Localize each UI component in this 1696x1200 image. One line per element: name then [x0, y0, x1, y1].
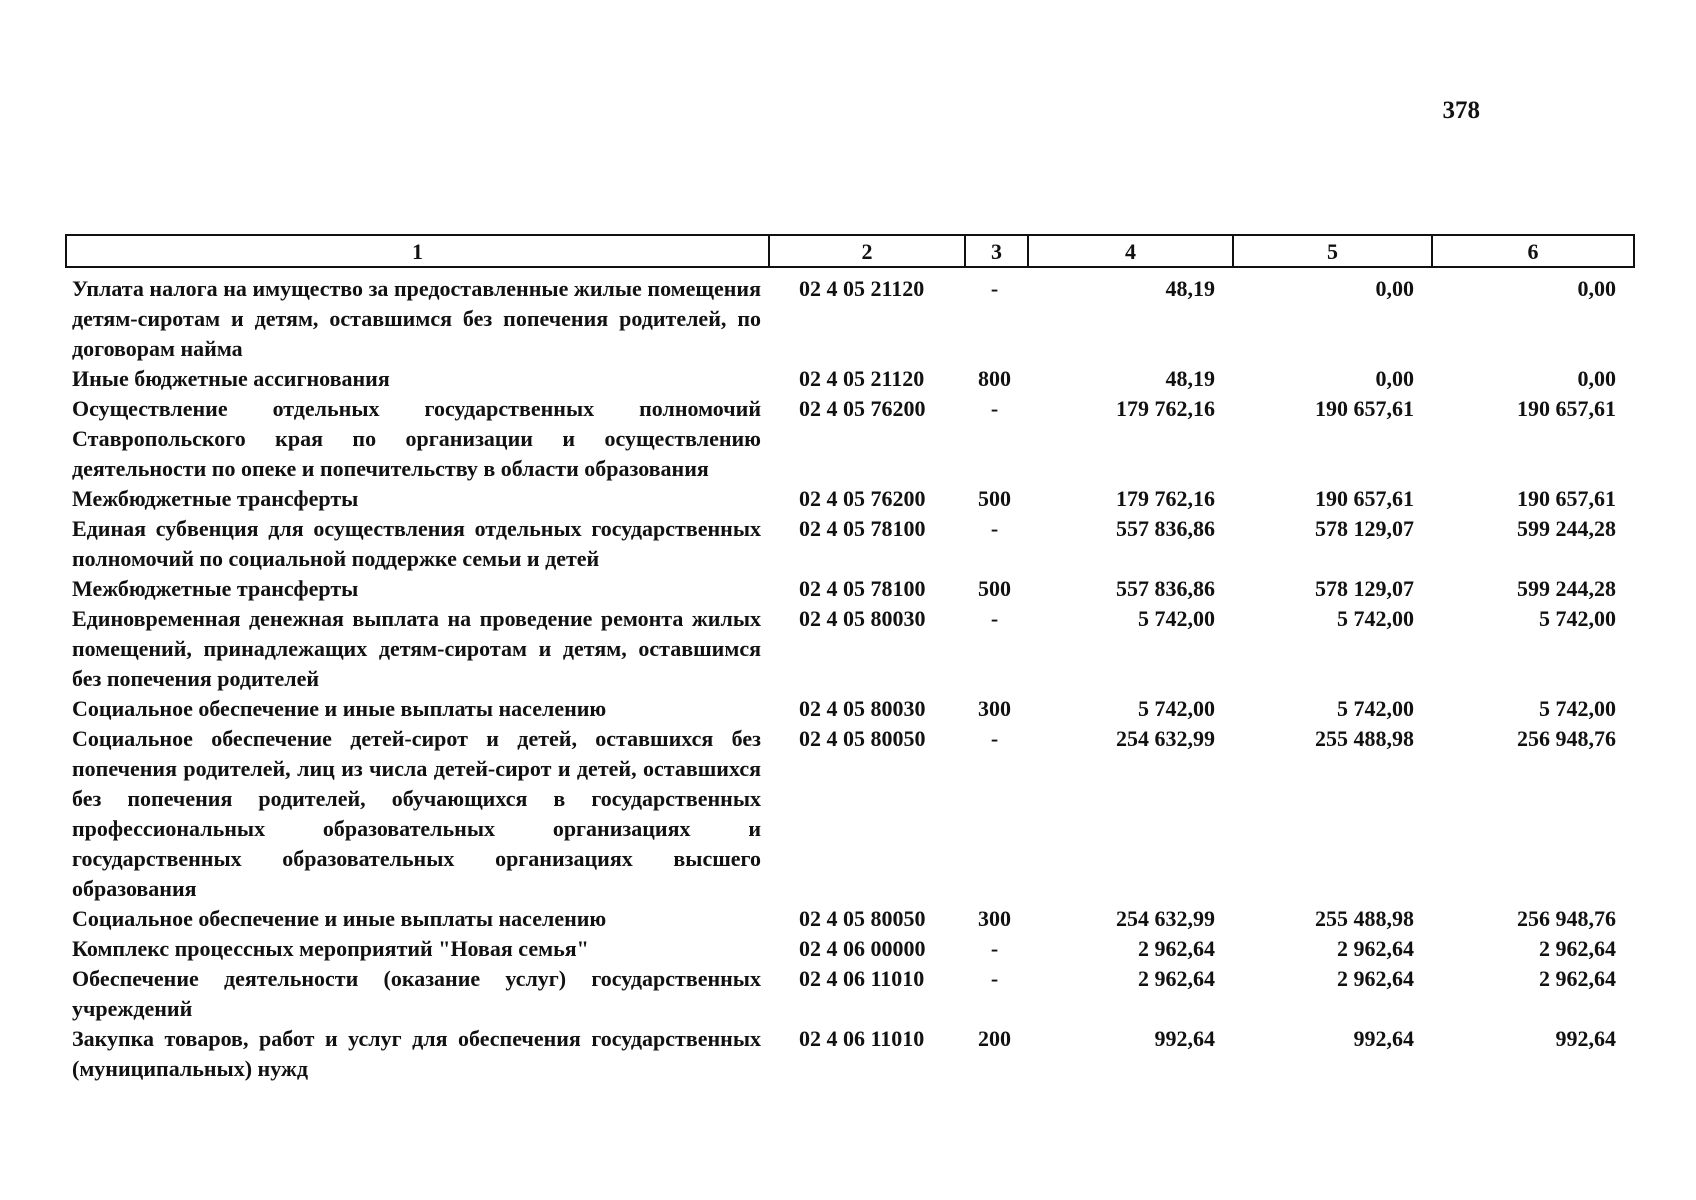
table-row — [66, 694, 1634, 724]
table-row — [66, 964, 1634, 1024]
row-code: 02 4 06 11010 — [799, 1026, 925, 1051]
row-name: Единая субвенция для осуществления отдельных государственных полномочий по социальной поддержке семьи и детей — [72, 516, 761, 571]
row-value-4: 2 962,64 — [1138, 966, 1215, 991]
column-header: 1 — [66, 235, 769, 267]
row-name: Единовременная денежная выплата на проведение ремонта жилых помещений, принадлежащих детям-сиротам и детям, оставшимся без попечения родителей — [72, 606, 761, 691]
row-name: Обеспечение деятельности (оказание услуг) государственных учреждений — [72, 966, 761, 1021]
row-value-6: 190 657,61 — [1517, 486, 1616, 511]
row-name: Социальное обеспечение детей-сирот и детей, оставшихся без попечения родителей, лиц из числа детей-сирот и детей, оставшихся без попечения родителей, обучающихся в государственных профессиональных образовательных организациях и государственных образовательных организациях высшего образования — [72, 726, 761, 901]
row-type: - — [990, 966, 999, 991]
table-row — [66, 604, 1634, 694]
row-value-4: 48,19 — [1165, 366, 1215, 391]
row-value-6: 5 742,00 — [1539, 606, 1616, 631]
row-type: 300 — [978, 906, 1011, 931]
row-value-6: 256 948,76 — [1517, 906, 1616, 931]
row-value-4: 254 632,99 — [1116, 726, 1215, 751]
row-value-4: 179 762,16 — [1116, 486, 1215, 511]
row-value-5: 255 488,98 — [1315, 906, 1414, 931]
row-value-5: 992,64 — [1353, 1026, 1414, 1051]
row-code: 02 4 05 80050 — [799, 906, 926, 931]
row-code: 02 4 05 21120 — [799, 366, 925, 391]
row-value-6: 190 657,61 — [1517, 396, 1616, 421]
column-header: 2 — [769, 235, 965, 267]
row-value-6: 2 962,64 — [1539, 966, 1616, 991]
row-value-4: 5 742,00 — [1138, 696, 1215, 721]
row-type: - — [990, 276, 999, 301]
row-value-4: 179 762,16 — [1116, 396, 1215, 421]
row-value-6: 599 244,28 — [1517, 516, 1616, 541]
table-row — [66, 394, 1634, 484]
row-value-4: 5 742,00 — [1138, 606, 1215, 631]
table-header — [66, 235, 1634, 267]
row-code: 02 4 06 00000 — [799, 936, 926, 961]
row-code: 02 4 05 21120 — [799, 276, 925, 301]
row-code: 02 4 05 76200 — [799, 396, 926, 421]
row-name: Закупка товаров, работ и услуг для обеспечения государственных (муниципальных) нужд — [72, 1026, 761, 1081]
row-name: Комплекс процессных мероприятий "Новая семья" — [72, 936, 589, 961]
table-row — [66, 1024, 1634, 1084]
table-row — [66, 574, 1634, 604]
row-value-6: 0,00 — [1577, 276, 1616, 301]
page-number: 378 — [1442, 97, 1480, 124]
row-code: 02 4 05 80030 — [799, 696, 926, 721]
row-type: 200 — [978, 1026, 1011, 1051]
row-name: Иные бюджетные ассигнования — [72, 366, 390, 391]
column-header: 6 — [1432, 235, 1634, 267]
row-value-5: 578 129,07 — [1315, 516, 1414, 541]
row-name: Уплата налога на имущество за предоставленные жилые помещения детям-сиротам и детям, оставшимся без попечения родителей, по договорам найма — [72, 276, 761, 361]
row-value-4: 557 836,86 — [1116, 576, 1215, 601]
row-value-4: 254 632,99 — [1116, 906, 1215, 931]
row-type: 500 — [978, 576, 1011, 601]
row-value-4: 992,64 — [1154, 1026, 1215, 1051]
row-value-5: 0,00 — [1375, 366, 1414, 391]
row-value-6: 992,64 — [1555, 1026, 1616, 1051]
row-type: 300 — [978, 696, 1011, 721]
column-header: 4 — [1028, 235, 1233, 267]
row-code: 02 4 05 80050 — [799, 726, 926, 751]
row-type: - — [990, 726, 999, 751]
row-value-4: 48,19 — [1165, 276, 1215, 301]
row-value-4: 2 962,64 — [1138, 936, 1215, 961]
header-row — [66, 235, 1634, 267]
row-name: Осуществление отдельных государственных полномочий Ставропольского края по организации и осуществлению деятельности по опеке и попечительству в области образования — [72, 396, 761, 481]
table-row — [66, 724, 1634, 904]
row-value-6: 2 962,64 — [1539, 936, 1616, 961]
table-row — [66, 514, 1634, 574]
row-type: 500 — [978, 486, 1011, 511]
row-value-5: 5 742,00 — [1337, 696, 1414, 721]
row-value-5: 255 488,98 — [1315, 726, 1414, 751]
row-type: - — [990, 396, 999, 421]
row-value-6: 599 244,28 — [1517, 576, 1616, 601]
row-value-5: 0,00 — [1375, 276, 1414, 301]
table-row — [66, 267, 1634, 364]
row-value-4: 557 836,86 — [1116, 516, 1215, 541]
row-name: Социальное обеспечение и иные выплаты населению — [72, 906, 607, 931]
row-value-6: 0,00 — [1577, 366, 1616, 391]
column-header: 3 — [965, 235, 1028, 267]
row-name: Социальное обеспечение и иные выплаты населению — [72, 696, 607, 721]
row-code: 02 4 05 78100 — [799, 576, 926, 601]
column-header: 5 — [1233, 235, 1432, 267]
row-code: 02 4 05 80030 — [799, 606, 926, 631]
row-name: Межбюджетные трансферты — [72, 486, 359, 511]
table-body — [66, 267, 1634, 1084]
table-row — [66, 934, 1634, 964]
budget-table — [65, 234, 1635, 1084]
row-code: 02 4 05 78100 — [799, 516, 926, 541]
row-code: 02 4 06 11010 — [799, 966, 925, 991]
row-name: Межбюджетные трансферты — [72, 576, 359, 601]
row-value-5: 2 962,64 — [1337, 966, 1414, 991]
row-value-6: 5 742,00 — [1539, 696, 1616, 721]
row-value-5: 2 962,64 — [1337, 936, 1414, 961]
row-type: 800 — [978, 366, 1011, 391]
row-value-5: 5 742,00 — [1337, 606, 1414, 631]
row-type: - — [990, 606, 999, 631]
row-value-6: 256 948,76 — [1517, 726, 1616, 751]
row-code: 02 4 05 76200 — [799, 486, 926, 511]
table-row — [66, 904, 1634, 934]
row-value-5: 190 657,61 — [1315, 486, 1414, 511]
table-row — [66, 484, 1634, 514]
row-value-5: 190 657,61 — [1315, 396, 1414, 421]
row-value-5: 578 129,07 — [1315, 576, 1414, 601]
table-row — [66, 364, 1634, 394]
row-type: - — [990, 516, 999, 541]
row-type: - — [990, 936, 999, 961]
